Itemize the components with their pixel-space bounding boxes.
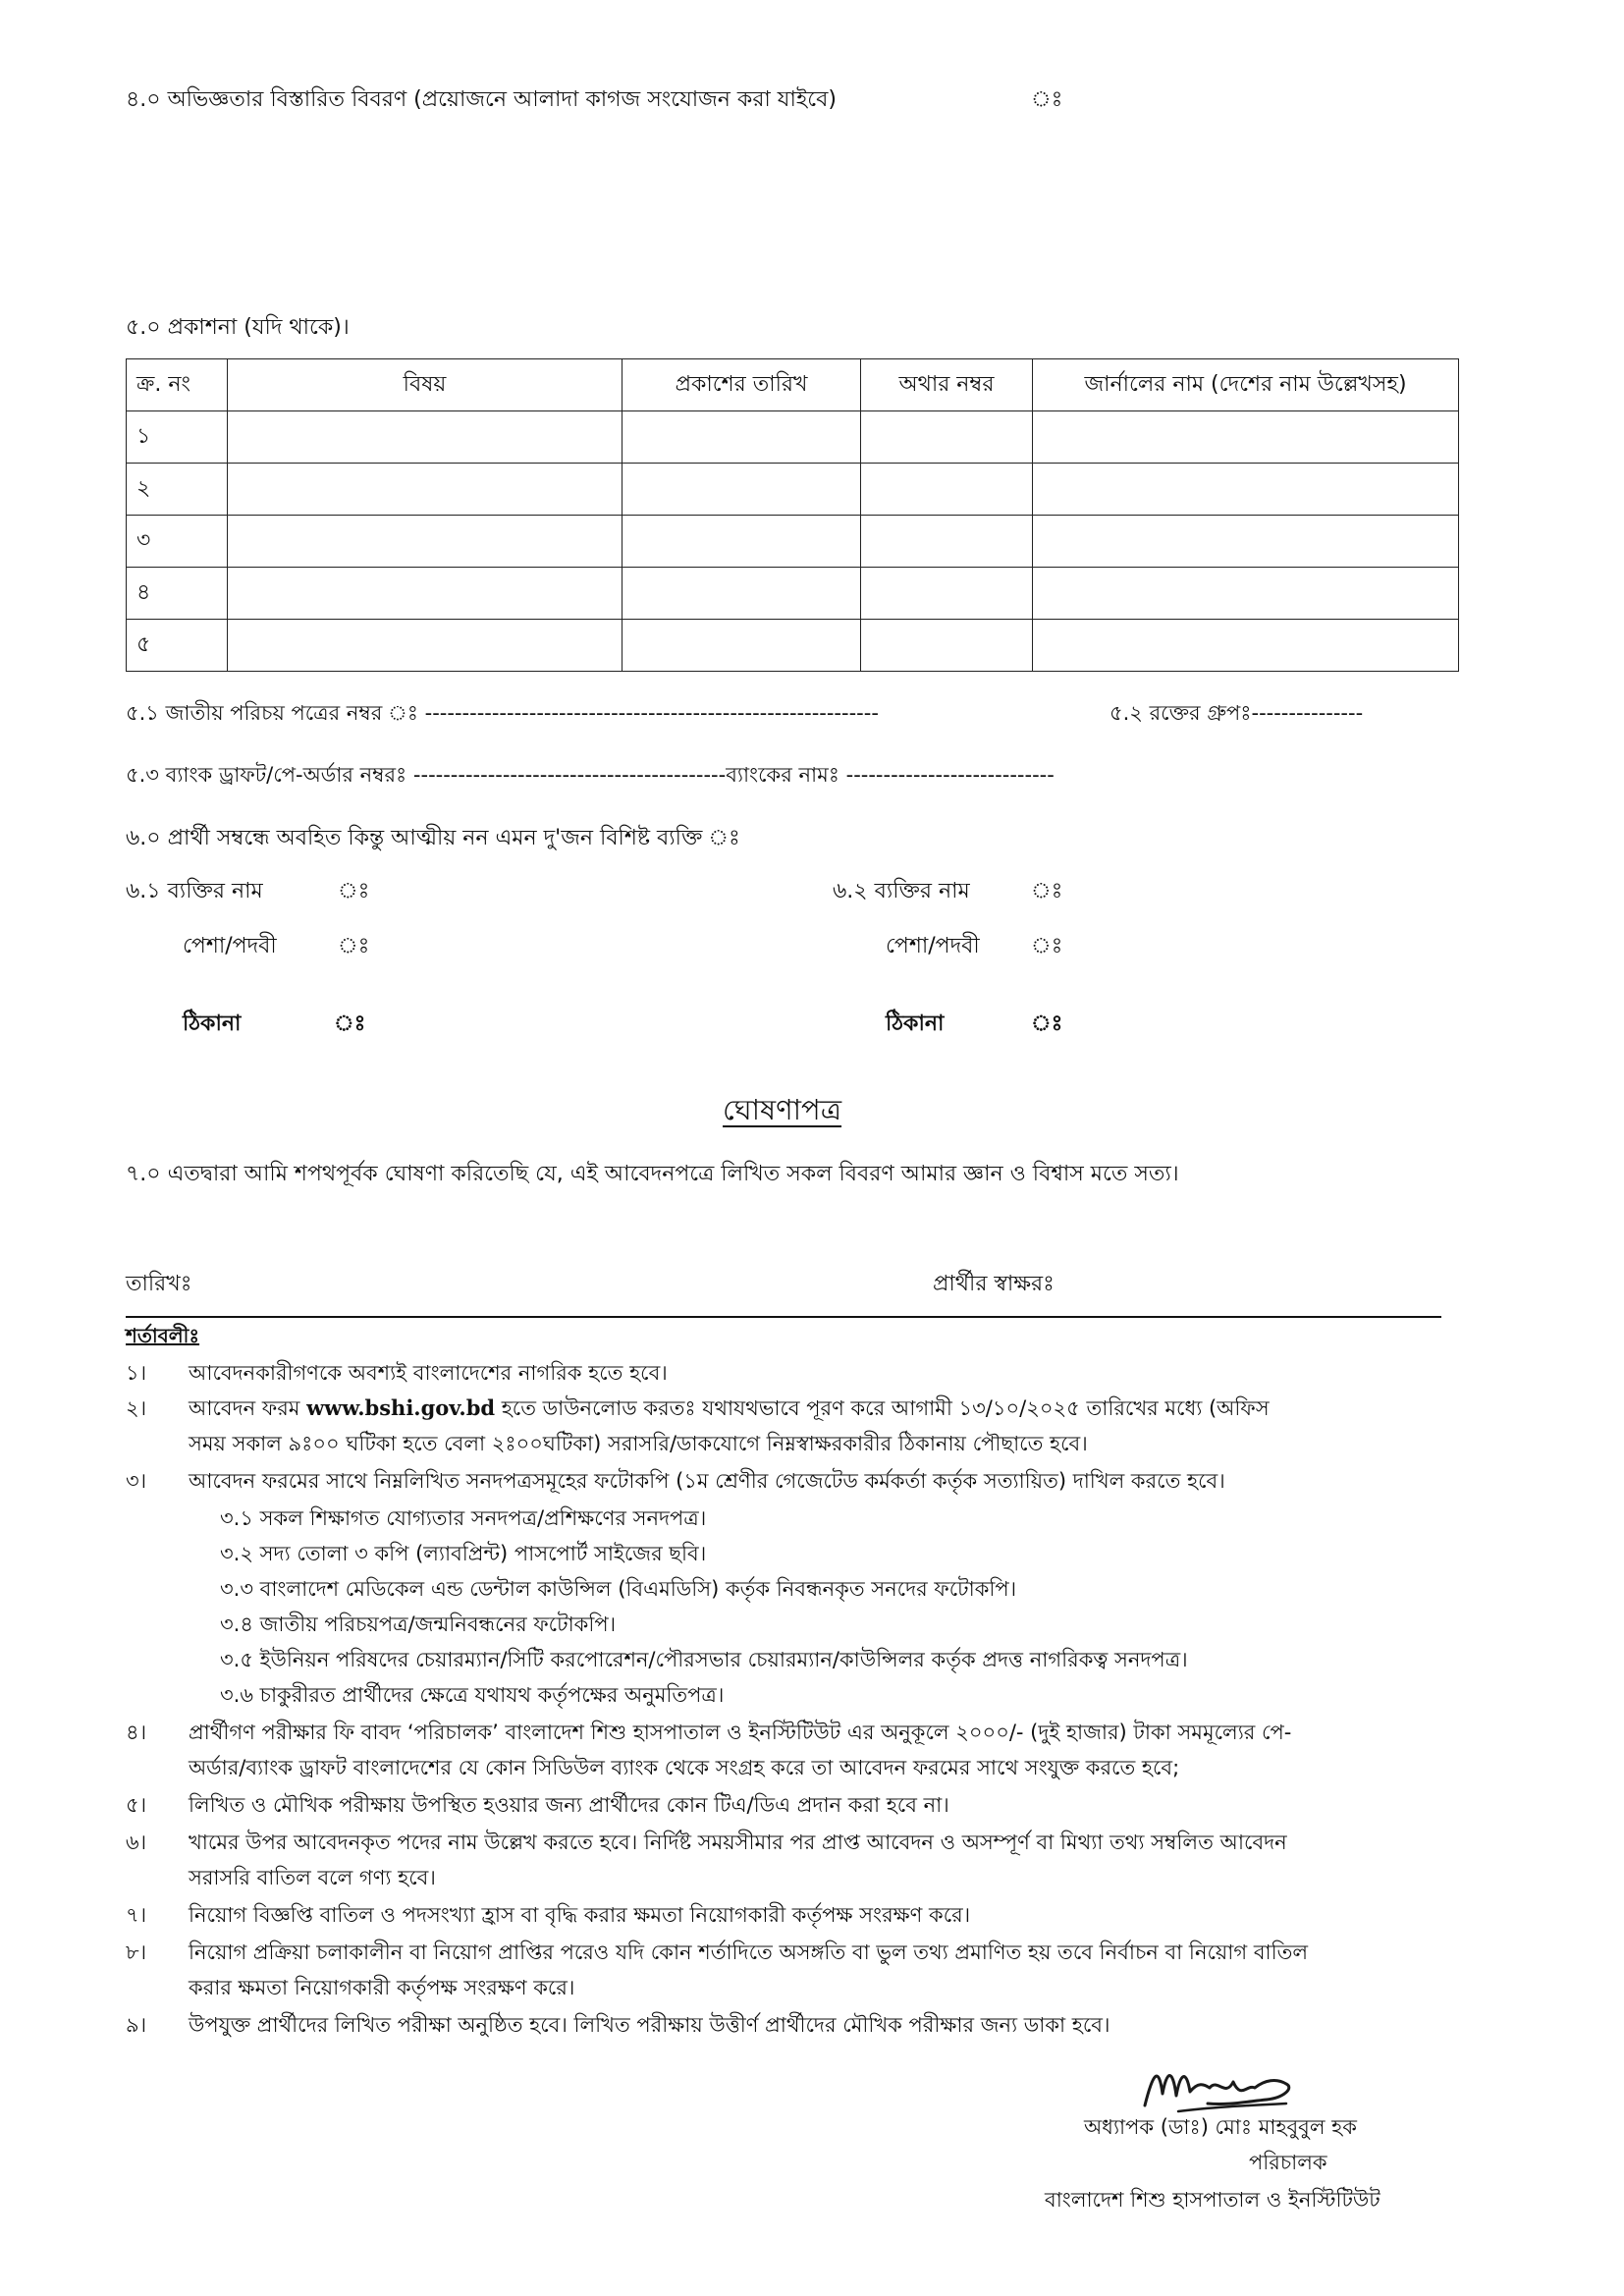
col-header-subject: বিষয় <box>228 359 623 411</box>
cell-author[interactable] <box>861 464 1033 516</box>
condition-3-sub-2: ৩.২ সদ্য তোলা ৩ কপি (ল্যাবপ্রিন্ট) পাসপোর্ট সাইজের ছবি। <box>220 1542 707 1565</box>
divider <box>126 1316 1441 1318</box>
ref2-occupation-label: পেশা/পদবী <box>886 934 980 958</box>
blood-group-field[interactable] <box>1110 697 1363 732</box>
condition-3-num: ৩। <box>126 1469 147 1493</box>
condition-6-line2: সরাসরি বাতিল বলে গণ্য হবে। <box>189 1866 436 1889</box>
ref1-name-label: ৬.১ ব্যক্তির নাম <box>126 879 263 903</box>
ref2-address-colon[interactable]: ঃ <box>1031 1011 1063 1036</box>
table-row <box>127 568 1459 620</box>
row-serial: ৪ <box>127 568 228 620</box>
condition-9-text: উপযুক্ত প্রার্থীদের লিখিত পরীক্ষা অনুষ্ঠিত হবে। লিখিত পরীক্ষায় উত্তীর্ণ প্রার্থীদের মৌখিক পরীক্ষার জন্য ডাকা হবে। <box>189 2013 1110 2037</box>
cell-date[interactable] <box>623 568 861 620</box>
publications-table <box>126 358 1459 672</box>
condition-4-num: ৪। <box>126 1721 147 1744</box>
col-header-serial: ক্র. নং <box>127 359 228 411</box>
ref1-occupation-colon[interactable]: ঃ <box>338 934 370 958</box>
applicant-signature-label[interactable]: প্রার্থীর স্বাক্ষরঃ <box>933 1272 1055 1296</box>
cell-date[interactable] <box>623 464 861 516</box>
cell-author[interactable] <box>861 620 1033 672</box>
ref1-occupation-label: পেশা/পদবী <box>183 934 277 958</box>
condition-2-line2: সময় সকাল ৯ঃ০০ ঘটিকা হতে বেলা ২ঃ০০ঘটিকা) সরাসরি/ডাকযোগে নিম্নস্বাক্ষরকারীর ঠিকানায় পৌছাতে হবে। <box>189 1432 1088 1455</box>
condition-7-text: নিয়োগ বিজ্ঞপ্তি বাতিল ও পদসংখ্যা হ্রাস বা বৃদ্ধি করার ক্ষমতা নিয়োগকারী কর্তৃপক্ষ সংরক্ষণ করে। <box>189 1903 971 1927</box>
bank-draft-field[interactable] <box>126 759 1055 793</box>
condition-1-text: আবেদনকারীগণকে অবশ্যই বাংলাদেশের নাগরিক হতে হবে। <box>189 1361 668 1385</box>
section-40-label: ৪.০ অভিজ্ঞতার বিস্তারিত বিবরণ (প্রয়োজনে আলাদা কাগজ সংযোজন করা যাইবে) <box>126 87 837 112</box>
table-row <box>127 620 1459 672</box>
row-serial: ১ <box>127 411 228 464</box>
ref1-name-colon[interactable]: ঃ <box>338 879 370 903</box>
ref1-address-label: ঠিকানা <box>183 1011 242 1036</box>
bank-draft-label: ৫.৩ ব্যাংক ড্রাফট/পে-অর্ডার নম্বরঃ <box>126 763 407 787</box>
cell-subject[interactable] <box>228 516 623 568</box>
col-header-author-number: অথার নম্বর <box>861 359 1033 411</box>
ref1-address-colon[interactable]: ঃ <box>334 1011 366 1036</box>
condition-4-line1: প্রার্থীগণ পরীক্ষার ফি বাবদ ‘পরিচালক’ বাংলাদেশ শিশু হাসপাতাল ও ইনস্টিটিউট এর অনুকূলে ২০০০/- (দুই হাজার) টাকা সমমূল্যের পে- <box>189 1721 1292 1744</box>
condition-3-sub-1: ৩.১ সকল শিক্ষাগত যোগ্যতার সনদপত্র/প্রশিক্ষণের সনদপত্র। <box>220 1506 707 1530</box>
cell-subject[interactable] <box>228 411 623 464</box>
cell-author[interactable] <box>861 516 1033 568</box>
ref2-name-colon[interactable]: ঃ <box>1031 879 1063 903</box>
condition-7-num: ৭। <box>126 1903 147 1927</box>
bank-draft-dashes: ------------------------------------------ <box>412 763 727 787</box>
date-label[interactable]: তারিখঃ <box>126 1272 192 1296</box>
nid-field[interactable] <box>126 697 879 732</box>
ref2-name-label: ৬.২ ব্যক্তির নাম <box>833 879 970 903</box>
condition-6-line1: খামের উপর আবেদনকৃত পদের নাম উল্লেখ করতে হবে। নির্দিষ্ট সময়সীমার পর প্রাপ্ত আবেদন ও অসম্পূর্ণ বা মিথ্যা তথ্য সম্বলিত আবেদন <box>189 1831 1287 1854</box>
condition-3-sub-4: ৩.৪ জাতীয় পরিচয়পত্র/জন্মনিবন্ধনের ফটোকপি। <box>220 1613 617 1636</box>
condition-2-post: হতে ডাউনলোড করতঃ যথাযথভাবে পূরণ করে আগামী ১৩/১০/২০২৫ তারিখের মধ্যে (অফিস <box>495 1396 1270 1420</box>
cell-subject[interactable] <box>228 568 623 620</box>
cell-journal[interactable] <box>1033 411 1459 464</box>
condition-5-num: ৫। <box>126 1793 147 1817</box>
nid-label: ৫.১ জাতীয় পরিচয় পত্রের নম্বর ঃ <box>126 701 418 725</box>
cell-date[interactable] <box>623 620 861 672</box>
ref2-address-label: ঠিকানা <box>886 1011 945 1036</box>
blood-group-label: ৫.২ রক্তের গ্রুপঃ <box>1110 701 1252 725</box>
table-row <box>127 516 1459 568</box>
section-60-label: ৬.০ প্রার্থী সম্বন্ধে অবহিত কিন্তু আত্মীয় নন এমন দু'জন বিশিষ্ট ব্যক্তি ঃ <box>126 826 740 850</box>
cell-date[interactable] <box>623 411 861 464</box>
condition-5-text: লিখিত ও মৌখিক পরীক্ষায় উপস্থিত হওয়ার জন্য প্রার্থীদের কোন টিএ/ডিএ প্রদান করা হবে না। <box>189 1793 949 1817</box>
signatory-designation: পরিচালক <box>1249 2151 1327 2174</box>
cell-date[interactable] <box>623 516 861 568</box>
cell-journal[interactable] <box>1033 568 1459 620</box>
cell-journal[interactable] <box>1033 620 1459 672</box>
declaration-text: ৭.০ এতদ্বারা আমি শপথপূর্বক ঘোষণা করিতেছি যে, এই আবেদনপত্রে লিখিত সকল বিবরণ আমার জ্ঞান ও বিশ্বাস মতে সত্য। <box>126 1162 1179 1186</box>
signatory-organization: বাংলাদেশ শিশু হাসপাতাল ও ইনস্টিটিউট <box>1045 2188 1380 2212</box>
table-row <box>127 464 1459 516</box>
condition-2-pre: আবেদন ফরম <box>189 1396 307 1420</box>
cell-author[interactable] <box>861 568 1033 620</box>
condition-6-num: ৬। <box>126 1831 147 1854</box>
condition-3-sub-6: ৩.৬ চাকুরীরত প্রার্থীদের ক্ষেত্রে যথাযথ কর্তৃপক্ষের অনুমতিপত্র। <box>220 1683 725 1707</box>
cell-subject[interactable] <box>228 620 623 672</box>
section-40-colon: ঃ <box>1031 87 1063 112</box>
row-serial: ৩ <box>127 516 228 568</box>
signatory-name: অধ্যাপক (ডাঃ) মোঃ মাহবুবুল হক <box>1084 2115 1357 2139</box>
table-header-row <box>127 359 1459 411</box>
condition-9-num: ৯। <box>126 2013 147 2037</box>
condition-8-num: ৮। <box>126 1941 147 1964</box>
condition-8-line2: করার ক্ষমতা নিয়োগকারী কর্তৃপক্ষ সংরক্ষণ করে। <box>189 1976 575 1999</box>
col-header-publish-date: প্রকাশের তারিখ <box>623 359 861 411</box>
condition-4-line2: অর্ডার/ব্যাংক ড্রাফট বাংলাদেশের যে কোন সিডিউল ব্যাংক থেকে সংগ্রহ করে তা আবেদন ফরমের সাথে সংযুক্ত করতে হবে; <box>189 1756 1180 1779</box>
cell-subject[interactable] <box>228 464 623 516</box>
condition-1-num: ১। <box>126 1361 147 1385</box>
blood-group-dashes: --------------- <box>1251 701 1364 725</box>
ref2-occupation-colon[interactable]: ঃ <box>1031 934 1063 958</box>
condition-8-line1: নিয়োগ প্রক্রিয়া চলাকালীন বা নিয়োগ প্রাপ্তির পরেও যদি কোন শর্তাদিতে অসঙ্গতি বা ভুল তথ্য প্রমাণিত হয় তবে নির্বাচন বা নিয়োগ বাতিল <box>189 1941 1309 1964</box>
cell-journal[interactable] <box>1033 516 1459 568</box>
condition-2-num: ২। <box>126 1396 147 1420</box>
row-serial: ২ <box>127 464 228 516</box>
conditions-title: শর্তাবলীঃ <box>126 1324 200 1347</box>
row-serial: ৫ <box>127 620 228 672</box>
cell-journal[interactable] <box>1033 464 1459 516</box>
nid-dashes: ------------------------------------------------------------- <box>424 701 879 725</box>
condition-3-sub-5: ৩.৫ ইউনিয়ন পরিষদের চেয়ারম্যান/সিটি করপোরেশন/পৌরসভার চেয়ারম্যান/কাউন্সিলর কর্তৃক প্রদত্ত নাগরিকত্ব সনদপত্র। <box>220 1648 1188 1671</box>
table-row <box>127 411 1459 464</box>
section-50-label: ৫.০ প্রকাশনা (যদি থাকে)। <box>126 315 350 340</box>
bank-name-label: ব্যাংকের নামঃ <box>726 763 839 787</box>
condition-2-line1 <box>189 1393 1270 1427</box>
col-header-journal-name: জার্নালের নাম (দেশের নাম উল্লেখসহ) <box>1033 359 1459 411</box>
bank-name-dashes: ---------------------------- <box>845 763 1055 787</box>
cell-author[interactable] <box>861 411 1033 464</box>
condition-3-text: আবেদন ফরমের সাথে নিম্নলিখিত সনদপত্রসমূহের ফটোকপি (১ম শ্রেণীর গেজেটেড কর্মকর্তা কর্তৃক সত্যায়িত) দাখিল করতে হবে। <box>189 1469 1225 1493</box>
condition-3-sub-3: ৩.৩ বাংলাদেশ মেডিকেল এন্ড ডেন্টাল কাউন্সিল (বিএমডিসি) কর্তৃক নিবন্ধনকৃত সনদের ফটোকপি। <box>220 1577 1017 1601</box>
website-link[interactable]: www.bshi.gov.bd <box>306 1395 496 1420</box>
declaration-heading: ঘোষণাপত্র <box>723 1093 842 1126</box>
